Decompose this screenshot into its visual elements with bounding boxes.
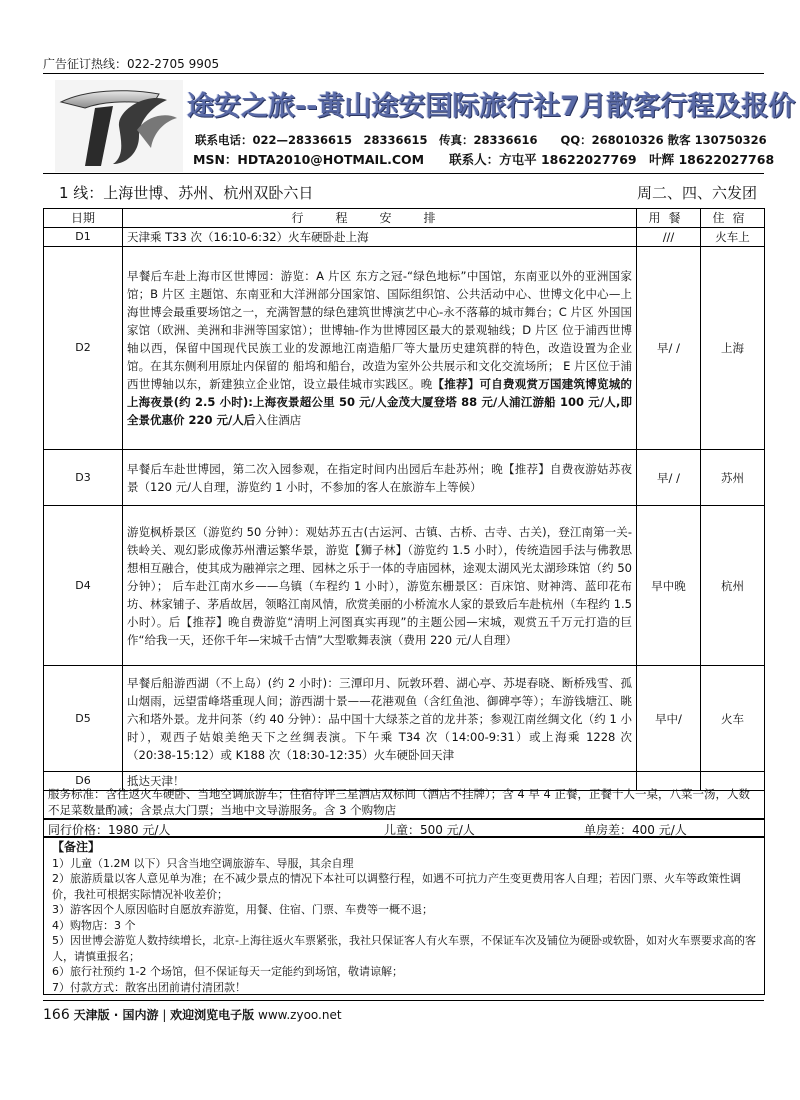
row-day: D3 [44, 450, 123, 506]
row-stay: 火车上 [701, 228, 765, 247]
notes-box [43, 837, 765, 995]
note-item: 1）儿童（1.2M 以下）只含当地空调旅游车、导服，其余自理 [52, 856, 354, 870]
row-day: D2 [44, 247, 123, 450]
table-row [44, 666, 765, 772]
itinerary-text: 早餐后车赴上海市区世博园：游览：A 片区 东方之冠-“绿色地标”中国馆，东南亚以外的亚洲国家馆；B 片区 主题馆、东南亚和大洋洲部分国家馆、国际组织馆、公共活动中心、世博文化中心—上海世博会最重要场馆之一，充满智慧的绿色建筑世博演艺中心-永不落幕的城市舞台；C 片区 外国国家馆（欧洲、美洲和非洲等国家馆）；世博轴-作为世博园区最大的景观轴线；D 片区 位于浦西世博轴以西，保留中国现代民族工业的发源地江南造船厂等大量历史建筑群的特色，改造设置为企业馆。在其东侧利用原址内保留的 船坞和船台，改造为室外公共展示和文化交流场所； E 片区位于浦西世博轴以东，新建独立企业馆，设立最佳城市实践区。晚 [127, 269, 632, 391]
contact-phone-line: 联系电话：022—28336615 28336615 传真：28336616 QQ：268010326 散客 130750326 [195, 133, 767, 147]
footer: 166 天津版 · 国内游 | 欢迎浏览电子版 www.zyoo.net [43, 1007, 342, 1023]
itinerary-table [43, 208, 765, 791]
header-stay: 住宿 [701, 209, 765, 228]
recommend-text: 【推荐】可自费观赏万国建筑博览城的上海夜景(约 2.5 小时):上海夜景超公里 50 元/人金茂大厦登塔 88 元/人浦江游船 100 元/人,即全景优惠价 220 元/人后 [127, 377, 632, 427]
row-itinerary: 天津乘 T33 次（16:10-6:32）火车硬卧赴上海 [123, 228, 637, 247]
service-standard: 服务标准：含往返火车硬卧、当地空调旅游车；住宿待评三星酒店双标间（酒店不挂牌）；含 4 早 4 正餐，正餐十人一桌，八菜一汤，人数不足菜数量酌减；含景点大门票；当地中文导游服务。含 3 个购物店 [43, 784, 765, 819]
row-meals: 早中/ [637, 666, 701, 772]
note-item: 7）付款方式：散客出团前请付清团款！ [52, 980, 246, 994]
row-itinerary: 早餐后船游西湖（不上岛）(约 2 小时)：三潭印月、阮敦环碧、湖心亭、苏堤春晓、断桥残雪、孤山烟雨，远望雷峰塔重现人间；游西湖十景——花港观鱼（含红鱼池、御碑亭等）；车游钱塘江、眺六和塔外景。龙井问茶（约 40 分钟）：品中国十大绿茶之首的龙井茶；参观江南丝绸文化（约 1 小时），观西子姑娘美绝天下之丝绸表演。下午乘 T34 次（14:00-9:31）或上海乘 1228 次（20:38-15:12）或 K188 次（18:30-12:35）火车硬卧回天津 [123, 666, 637, 772]
footer-url[interactable]: www.zyoo.net [258, 1008, 342, 1022]
note-item: 6）旅行社预约 1-2 个场馆，但不保证每天一定能约到场馆，敬请谅解； [52, 965, 403, 978]
ad-hotline: 广告征订热线：022-2705 9905 [43, 57, 220, 71]
row-day: D1 [44, 228, 123, 247]
note-item: 2）旅游质量以客人意见单为准；在不减少景点的情况下本社可以调整行程，如遇不可抗力产生变更费用客人自理；若因门票、火车等政策性调价，我社可根据实际情况补收差价； [52, 872, 741, 901]
notes-heading: 【备注】 [52, 840, 101, 854]
table-row [44, 228, 765, 247]
footer-divider [43, 1000, 764, 1001]
single-room-price: 单房差：400 元/人 [584, 823, 687, 837]
company-logo-icon [55, 80, 183, 172]
row-meals: 早/ / [637, 247, 701, 450]
price-row [43, 819, 765, 837]
header-day: 日期 [44, 209, 123, 228]
contact-msn-line: MSN：HDTA2010@HOTMAIL.COM 联系人：方屯平 18622027769 叶辉 18622027768 [193, 152, 775, 167]
row-stay: 苏州 [701, 450, 765, 506]
note-item: 4）购物店：3 个 [52, 918, 136, 932]
route-title: 1 线：上海世博、苏州、杭州双卧六日 [59, 184, 314, 202]
header-meals: 用餐 [637, 209, 701, 228]
note-item: 5）因世博会游览人数持续增长，北京-上海往返火车票紧张，我社只保证客人有火车票，不保证车次及铺位为硬卧或软卧，如对火车票要求高的客人，请慎重报名； [52, 934, 756, 963]
row-stay: 上海 [701, 247, 765, 450]
table-row [44, 450, 765, 506]
route-bar [43, 177, 765, 204]
row-meals: 早/ / [637, 450, 701, 506]
page-number: 166 [43, 1007, 70, 1023]
row-meals: 早中晚 [637, 506, 701, 666]
page-title: 途安之旅--黄山途安国际旅行社7月散客行程及报价 [187, 91, 796, 122]
table-header-row [44, 209, 765, 228]
row-stay: 杭州 [701, 506, 765, 666]
row-itinerary: 早餐后车赴世博园，第二次入园参观，在指定时间内出园后车赴苏州；晚【推荐】自费夜游姑苏夜景（120 元/人自理，游览约 1 小时，不参加的客人在旅游车上等候） [123, 450, 637, 506]
row-itinerary: 抵达天津！ [123, 772, 637, 791]
departure-days: 周二、四、六发团 [636, 184, 757, 202]
header-itinerary: 行程安排 [123, 209, 637, 228]
note-item: 3）游客因个人原因临时自愿放弃游览，用餐、住宿、门票、车费等一概不退； [52, 903, 433, 916]
child-price: 儿童：500 元/人 [384, 823, 475, 837]
row-itinerary [123, 247, 637, 450]
table-row [44, 506, 765, 666]
peer-price: 同行价格：1980 元/人 [48, 823, 171, 837]
footer-section: 天津版 · 国内游 [73, 1008, 159, 1022]
row-meals: /// [637, 228, 701, 247]
itinerary-tail: 入住酒店 [255, 413, 302, 427]
header-divider [43, 173, 764, 174]
row-itinerary: 游览枫桥景区（游览约 50 分钟）：观姑苏五古(古运河、古镇、古桥、古寺、古关)，登江南第一关-铁岭关、观幻影成像苏州漕运繁华景，游览【狮子林】（游览约 1.5 小时），传统造园手法与佛教思想相互融合，使其成为融禅宗之理、园林之乐于一体的寺庙园林，途观太湖风光太湖珍珠馆（约 50 分钟）； 后车赴江南水乡——乌镇（车程约 1 小时），游览东栅景区：百床馆、财神湾、蓝印花布坊、林家铺子、茅盾故居，领略江南风情，欣赏美丽的小桥流水人家的景致后车赴杭州（车程约 1.5 小时）。后【推荐】晚自费游览“清明上河图真实再现”的主题公园—宋城，观赏五千万元打造的巨作“给我一天，还你千年—宋城千古情”大型歌舞表演（费用 220 元/人自理） [123, 506, 637, 666]
row-day: D6 [44, 772, 123, 791]
table-row [44, 247, 765, 450]
header-banner [55, 80, 796, 172]
row-day: D5 [44, 666, 123, 772]
footer-slogan: 欢迎浏览电子版 [170, 1008, 255, 1022]
top-divider [43, 73, 764, 74]
row-day: D4 [44, 506, 123, 666]
row-stay: 火车 [701, 666, 765, 772]
